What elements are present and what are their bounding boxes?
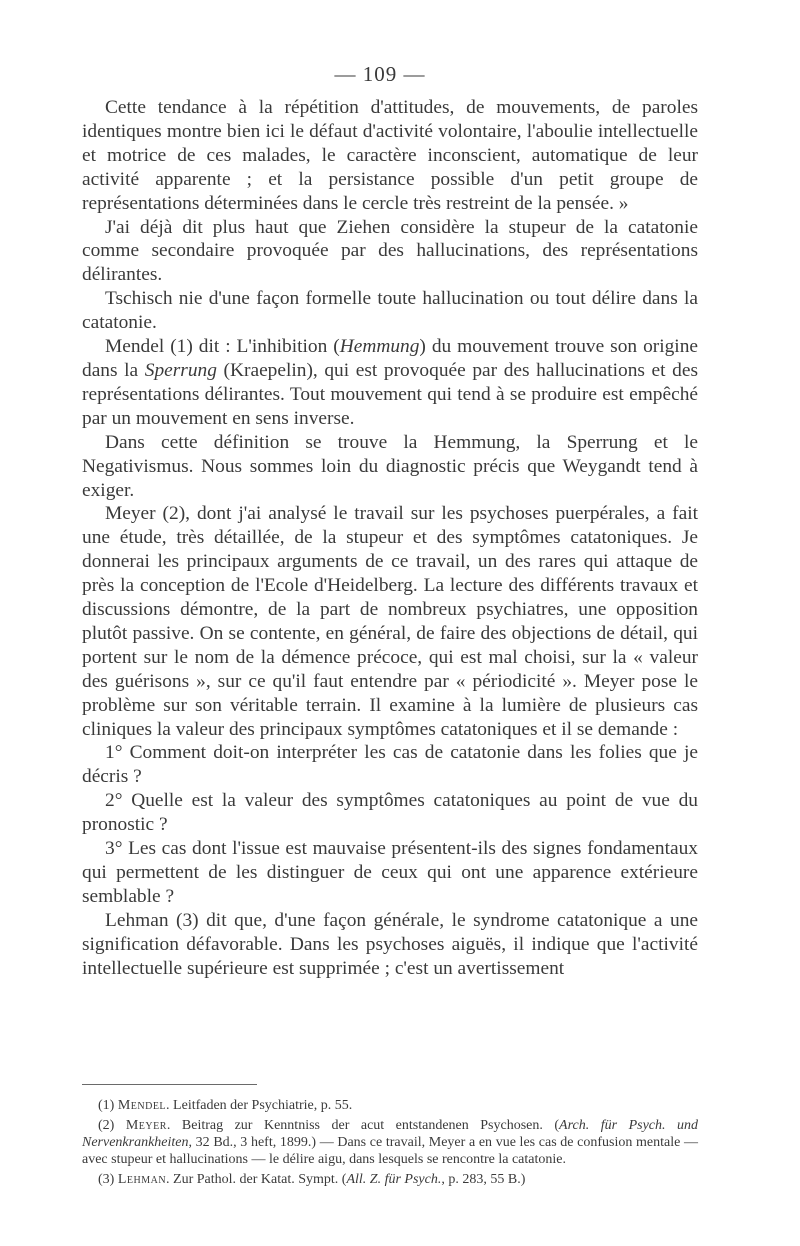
- italic-text: All. Z. für Psych.: [346, 1172, 442, 1187]
- paragraph: [82, 789, 698, 837]
- paragraph: [82, 502, 698, 741]
- footnote: [82, 1117, 698, 1168]
- italic-text: Sperrung: [144, 359, 217, 381]
- text-run: 2° Quelle est la valeur des symptômes catatoniques au point de vue du pronostic ?: [82, 790, 698, 836]
- text-run: Cette tendance à la répétition d'attitudes, de mouvements, de paroles identiques montre bien ici le défaut d'activité volontaire, l'aboulie intellectuelle et motrice de ces malades, le caractère inconscient, automatique de leur activité apparente ; et la persistance possible d'un petit groupe de représentations déterminées dans le cercle très restreint de la pensée. »: [82, 97, 698, 214]
- text-run: (Kraepelin), qui est provoquée par des hallucinations et des représentations délirantes. Tout mouvement qui tend à se produire est empêché par un mouvement en sens inverse.: [82, 359, 698, 429]
- paragraph: [82, 837, 698, 909]
- body-text: [82, 96, 698, 981]
- footnote: [82, 1171, 698, 1188]
- text-run: ) du mouvement trouve son origine dans la: [82, 336, 698, 381]
- author-name: Meyer: [125, 1118, 167, 1133]
- text-run: , p. 283, 55 B.): [441, 1172, 526, 1187]
- footnote-separator: [82, 1084, 257, 1085]
- paragraph: [82, 216, 698, 288]
- text-run: 1° Comment doit-on interpréter les cas de catatonie dans les folies que je décris ?: [82, 742, 698, 788]
- author-name: Lehman: [117, 1172, 167, 1187]
- text-run: Mendel (1) dit : L'inhibition (: [105, 336, 340, 358]
- footnotes: [82, 1097, 698, 1191]
- paragraph: [82, 335, 698, 431]
- text-run: Tschisch nie d'une façon formelle toute hallucination ou tout délire dans la catatonie.: [82, 288, 698, 334]
- text-run: (2): [98, 1118, 126, 1133]
- text-run: Dans cette définition se trouve la Hemmung, la Sperrung et le Negativismus. Nous sommes loin du diagnostic précis que Weygandt tend à exiger.: [82, 431, 698, 501]
- italic-text: Hemmung: [339, 336, 420, 358]
- text-run: . Beitrag zur Kenntniss der acut entstandenen Psychosen. (: [166, 1118, 560, 1133]
- paragraph: [82, 287, 698, 335]
- paragraph: [82, 741, 698, 789]
- text-run: 3° Les cas dont l'issue est mauvaise présentent-ils des signes fondamentaux qui permettent de les distinguer de ceux qui ont une apparence extérieure semblable ?: [82, 838, 698, 907]
- text-run: (3): [98, 1172, 118, 1187]
- page-number: — 109 —: [334, 62, 426, 86]
- footnote: [82, 1097, 698, 1114]
- text-run: , 32 Bd., 3 heft, 1899.) — Dans ce travail, Meyer a en vue les cas de confusion mentale — avec stupeur et hallucinations — le délire aigu, dans lesquels se rencontre la catatonie.: [82, 1135, 698, 1167]
- author-name: Mendel: [117, 1098, 167, 1113]
- text-run: . Leitfaden der Psychiatrie, p. 55.: [166, 1098, 353, 1113]
- text-run: J'ai déjà dit plus haut que Ziehen considère la stupeur de la catatonie comme secondaire provoquée par des hallucinations, des représentations délirantes.: [82, 216, 698, 286]
- text-run: Meyer (2), dont j'ai analysé le travail sur les psychoses puerpérales, a fait une étude, très détaillée, de la stupeur et des symptômes catatoniques. Je donnerai les principaux arguments de ce travail, un des rares qui attaque de près la conception de l'Ecole d'Heidelberg. La lecture des différents travaux et discussions démontre, de la part de nombreux psychiatres, une opposition plutôt passive. On se contente, en général, de faire des objections de détail, qui portent sur le nom de la démence précoce, qui est mal choisi, sur la « valeur des guérisons », sur ce qu'il faut entendre par « périodicité ». Meyer pose le problème sur son véritable terrain. Il examine à la lumière de plusieurs cas cliniques la valeur des principaux symptômes catatoniques et il se demande :: [82, 503, 698, 740]
- text-run: (1): [98, 1098, 118, 1113]
- paragraph: [82, 909, 698, 981]
- italic-text: Arch. für Psych. und Nervenkrankheiten: [82, 1118, 698, 1150]
- paragraph: [82, 431, 698, 503]
- paragraph: [82, 96, 698, 216]
- text-run: Lehman (3) dit que, d'une façon générale, le syndrome catatonique a une signification défavorable. Dans les psychoses aiguës, il indique que l'activité intellectuelle supérieure est supprimée ; c'est un avertissement: [82, 909, 698, 979]
- text-run: . Zur Pathol. der Katat. Sympt. (: [166, 1172, 347, 1187]
